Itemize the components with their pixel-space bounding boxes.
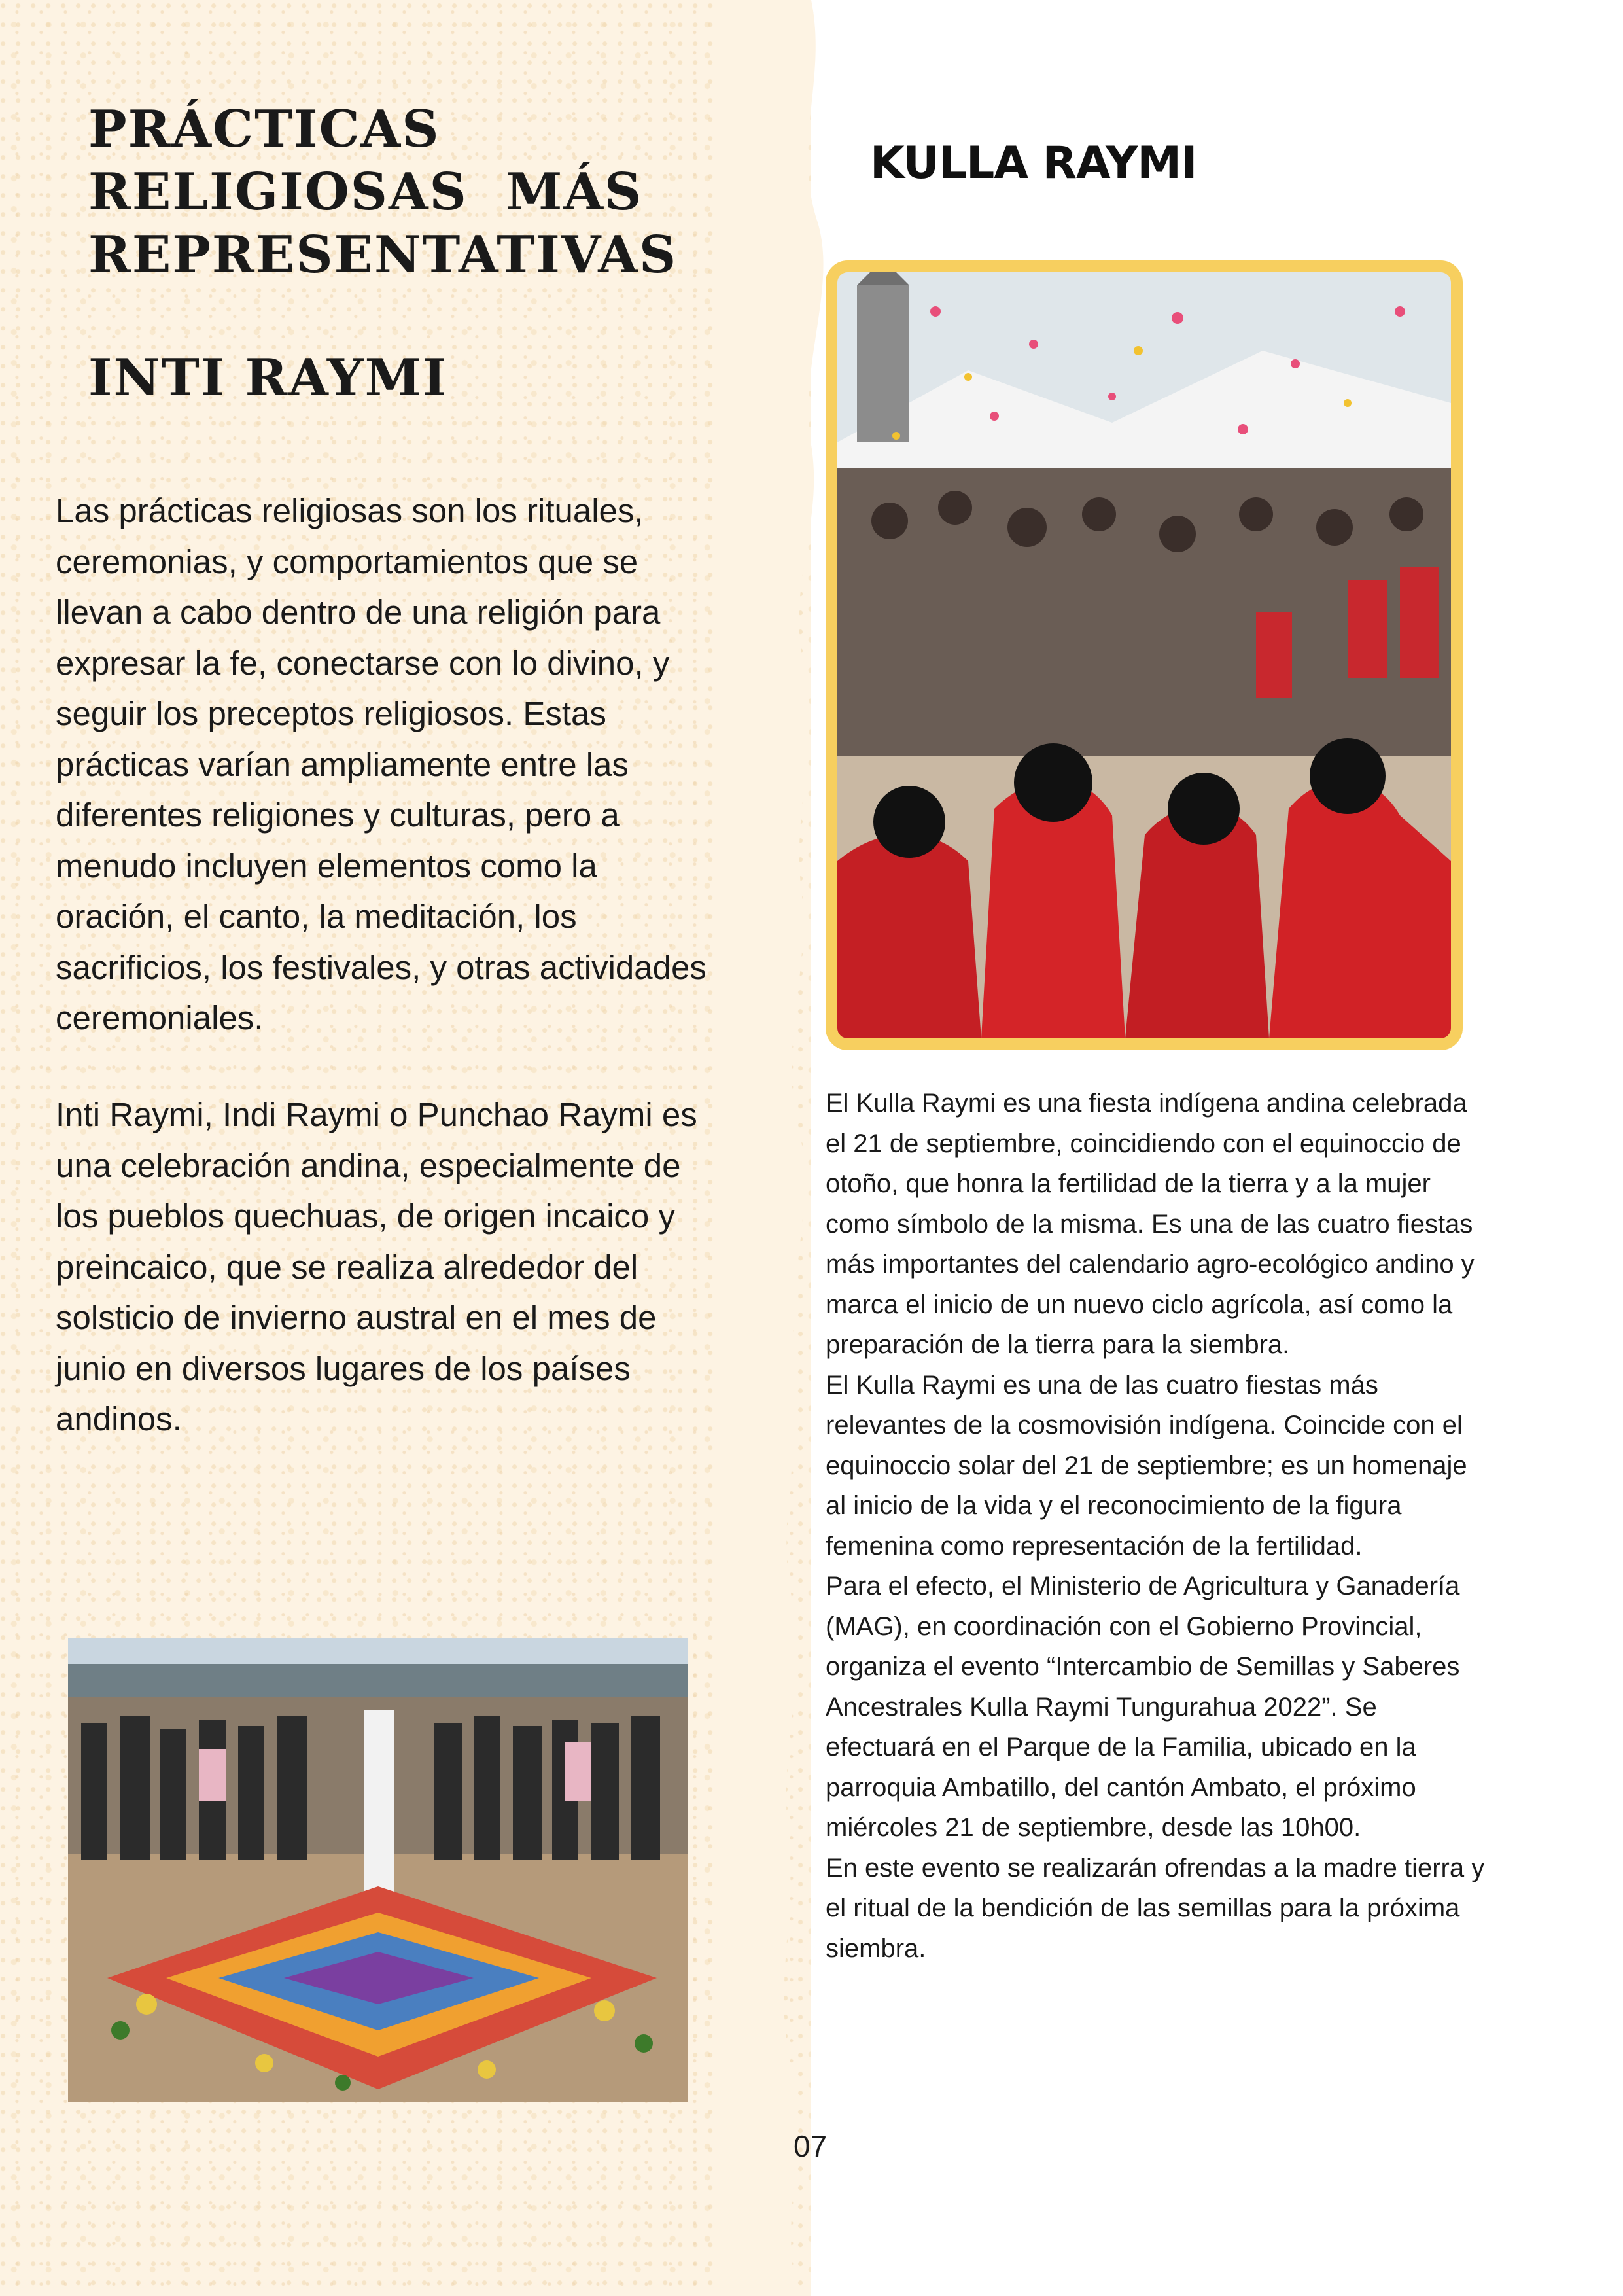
kulla-paragraph-1: El Kulla Raymi es una fiesta indígena andina celebrada el 21 de septiembre, coincidiendo con el equinoccio de otoño, que honra la fertilidad de la tierra y a la mujer como símbolo de la misma. Es una de las cuatro fiestas más importantes del calendario agro-ecológico andino y marca el inicio de un nuevo ciclo agrícola, así como la preparación de la tierra para la siembra.	[826, 1089, 1475, 1359]
inti-raymi-paragraph: Inti Raymi, Indi Raymi o Punchao Raymi es una celebración andina, especialmente de los pueblos quechuas, de origen incaico y preincaico, que se realiza alrededor del solsticio de invierno austral en el mes de junio en diversos lugares de los países andinos.	[56, 1096, 697, 1438]
kulla-raymi-text	[826, 1084, 1493, 1969]
religious-practices-paragraph: Las prácticas religiosas son los rituales, ceremonias, y comportamientos que se llevan a cabo dentro de una religión para expresar la fe, conectarse con lo divino, y seguir los preceptos religiosos. Estas prácticas varían ampliamente entre las diferentes religiones y culturas, pero a menudo incluyen elementos como la oración, el canto, la meditación, los sacrificios, los festivales, y otras actividades ceremoniales.	[56, 492, 707, 1036]
kulla-paragraph-4: En este evento se realizarán ofrendas a la madre tierra y el ritual de la bendición de las semillas para la próxima siembra.	[826, 1853, 1485, 1963]
page-number: 07	[794, 2129, 828, 2163]
page-title	[88, 98, 742, 287]
kulla-raymi-heading: KULLA RAYMI	[870, 137, 1197, 189]
inti-raymi-heading: INTI RAYMI	[88, 348, 448, 408]
title-line-3: REPRESENTATIVAS	[88, 225, 678, 285]
kulla-paragraph-3: Para el efecto, el Ministerio de Agricultura y Ganadería (MAG), en coordinación con el Gobierno Provincial, organiza el evento “Intercambio de Semillas y Saberes Ancestrales Kulla Raymi Tungurahua 2022”. Se efectuará en el Parque de la Familia, ubicado en la parroquia Ambatillo, del cantón Ambato, el próximo miércoles 21 de septiembre, desde las 10h00.	[826, 1572, 1460, 1842]
title-line-1: PRÁCTICAS	[88, 99, 440, 159]
inti-raymi-photo	[68, 1638, 688, 2102]
title-line-2: RELIGIOSAS MÁS	[88, 162, 643, 222]
kulla-raymi-photo	[826, 260, 1463, 1050]
kulla-paragraph-2: El Kulla Raymi es una de las cuatro fiestas más relevantes de la cosmovisión indígena. Coincide con el equinoccio solar del 21 de septiembre; es un homenaje al inicio de la vida y el reconocimiento de la figura femenina como representación de la fertilidad.	[826, 1370, 1467, 1561]
